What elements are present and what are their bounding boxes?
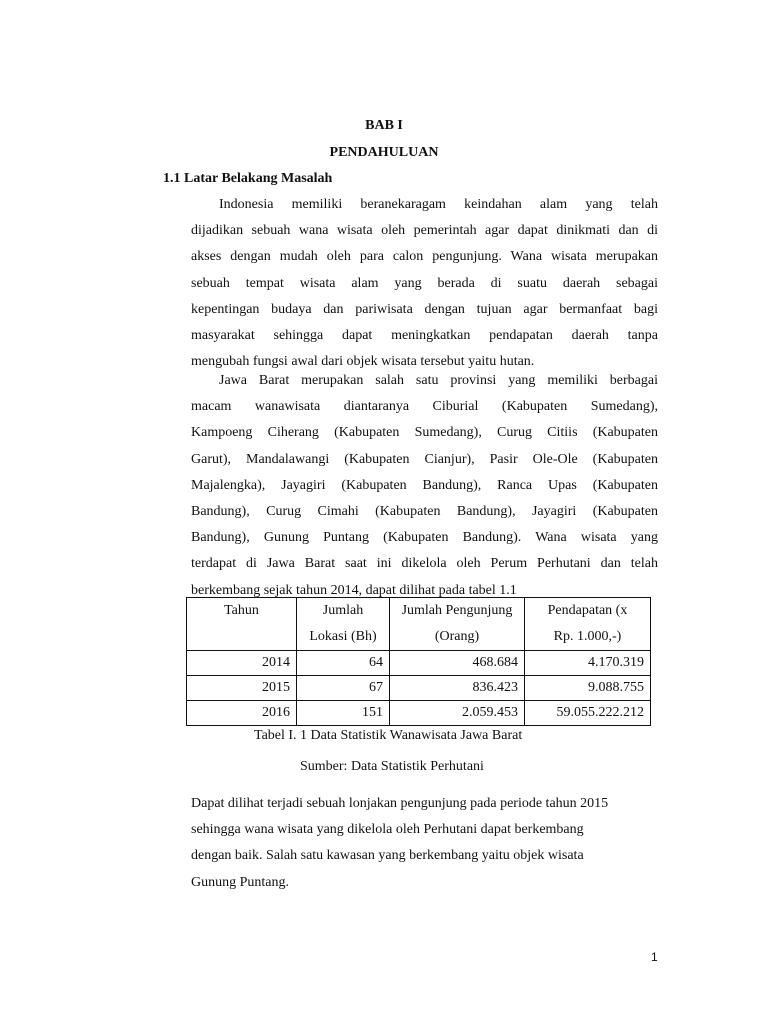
text-line: berkembang sejak tahun 2014, dapat dilihat pada tabel 1.1 bbox=[191, 582, 517, 598]
table-cell: 2016 bbox=[187, 701, 297, 726]
table-cell: 2015 bbox=[187, 676, 297, 701]
text-line: macam wanawisata diantaranya Ciburial (Kabupaten Sumedang), bbox=[191, 399, 658, 415]
text-line: Bandung), Gunung Puntang (Kabupaten Bandung). Wana wisata yang bbox=[191, 530, 658, 546]
table-header-cell: Pendapatan (x Rp. 1.000,-) bbox=[525, 598, 651, 651]
text-line: dengan baik. Salah satu kawasan yang berkembang yaitu objek wisata bbox=[191, 848, 584, 864]
paragraph-conclusion bbox=[191, 791, 661, 896]
text-line: Indonesia memiliki beranekaragam keindahan alam yang telah bbox=[219, 197, 658, 212]
text-line: Kampoeng Ciherang (Kabupaten Sumedang), Curug Citiis (Kabupaten bbox=[191, 425, 658, 441]
table-cell: 67 bbox=[297, 676, 390, 701]
paragraph-intro bbox=[191, 192, 658, 375]
text-line: Garut), Mandalawangi (Kabupaten Cianjur), Pasir Ole-Ole (Kabupaten bbox=[191, 451, 658, 467]
table-cell: 836.423 bbox=[390, 676, 525, 701]
table-cell: 9.088.755 bbox=[525, 676, 651, 701]
paragraph-jawa-barat bbox=[191, 368, 658, 604]
text-line: kepentingan budaya dan pariwisata dengan tujuan agar bermanfaat bagi bbox=[191, 301, 658, 317]
table-cell: 59.055.222.212 bbox=[525, 701, 651, 726]
table-header-cell: Tahun bbox=[187, 598, 297, 651]
table-row bbox=[187, 701, 651, 726]
text-line: terdapat di Jawa Barat saat ini dikelola oleh Perum Perhutani dan telah bbox=[191, 556, 658, 572]
text-line: Bandung), Curug Cimahi (Kabupaten Bandung), Jayagiri (Kabupaten bbox=[191, 504, 658, 520]
table-cell: 151 bbox=[297, 701, 390, 726]
text-line: Dapat dilihat terjadi sebuah lonjakan pengunjung pada periode tahun 2015 bbox=[191, 796, 609, 811]
statistics-table bbox=[186, 597, 651, 726]
table-row bbox=[187, 676, 651, 701]
table-cell: 4.170.319 bbox=[525, 651, 651, 676]
chapter-title: PENDAHULUAN bbox=[329, 145, 439, 160]
table-cell: 2014 bbox=[187, 651, 297, 676]
chapter-heading: BAB I bbox=[365, 118, 403, 133]
table-header-cell: Jumlah Pengunjung (Orang) bbox=[390, 598, 525, 651]
text-line: akses dengan mudah oleh para calon pengunjung. Wana wisata merupakan bbox=[191, 249, 658, 265]
table-row bbox=[187, 651, 651, 676]
section-heading: 1.1 Latar Belakang Masalah bbox=[163, 171, 333, 186]
text-line: Jawa Barat merupakan salah satu provinsi yang memiliki berbagai bbox=[219, 373, 658, 388]
text-line: dijadikan sebuah wana wisata oleh pemerintah agar dapat dinikmati dan di bbox=[191, 223, 658, 239]
text-line: sebuah tempat wisata alam yang berada di suatu daerah sebagai bbox=[191, 275, 658, 291]
table-cell: 64 bbox=[297, 651, 390, 676]
text-line: sehingga wana wisata yang dikelola oleh Perhutani dapat berkembang bbox=[191, 822, 584, 838]
page-number: 1 bbox=[651, 950, 658, 964]
text-line: Gunung Puntang. bbox=[191, 874, 289, 890]
text-line: mengubah fungsi awal dari objek wisata tersebut yaitu hutan. bbox=[191, 354, 535, 370]
table-cell: 468.684 bbox=[390, 651, 525, 676]
text-line: masyarakat sehingga dapat meningkatkan pendapatan daerah tanpa bbox=[191, 328, 658, 344]
text-line: Majalengka), Jayagiri (Kabupaten Bandung), Ranca Upas (Kabupaten bbox=[191, 477, 658, 493]
table-source: Sumber: Data Statistik Perhutani bbox=[300, 759, 484, 774]
table-header-row bbox=[187, 598, 651, 651]
table-cell: 2.059.453 bbox=[390, 701, 525, 726]
table-caption: Tabel I. 1 Data Statistik Wanawisata Jawa Barat bbox=[254, 728, 523, 743]
table-header-cell: Jumlah Lokasi (Bh) bbox=[297, 598, 390, 651]
